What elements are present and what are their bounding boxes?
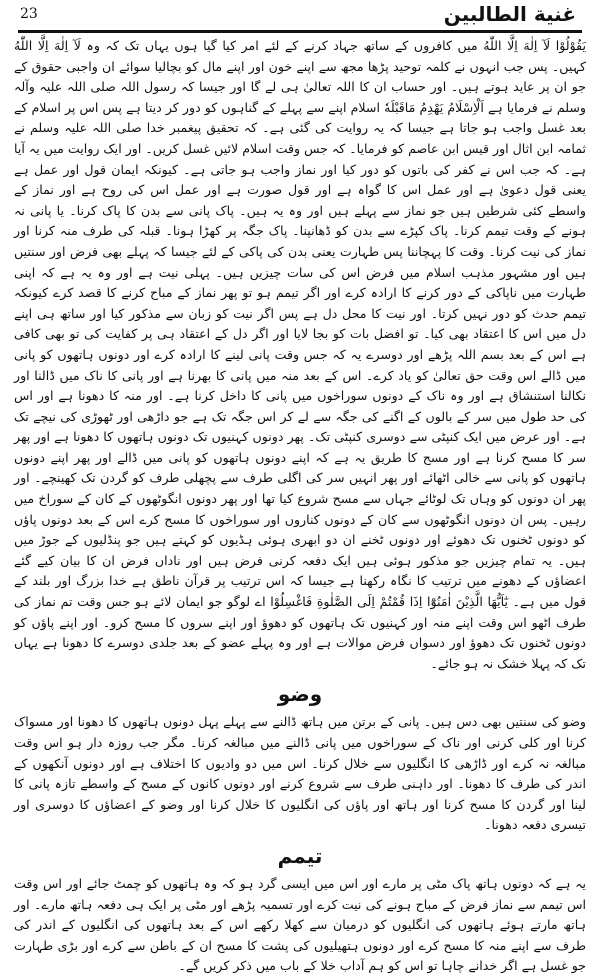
intro-paragraph: يَقُوْلُوْا لَآ اِلٰهَ اِلَّا اللّٰهُ میں کافروں کے ساتھ جہاد کرنے کے لئے امر کیا گیا ہوں یہاں تک کہ وہ لَآ اِلٰهَ اِلَّا اللّٰهُ کہیں۔ پس جب انہوں نے کلمہ توحید پڑھا مجھ سے اپنے خون اور اپنے مال کو بچالیا سوائے ان واجبی حقوق کے جو ان پر عاید ہوتے ہیں۔ اور حساب ان کا اللہ تعالیٰ ہی لے گا اور جیسا کہ رسول اللہ صلی اللہ علیہ وآلہ وسلم نے فرمایا ہے اَلْاِسْلَامُ یَھْدِمُ مَاقَبْلَهٗ اسلام اپنے سے پہلے کے گناہوں کو دور کر دیتا ہے پس اس پر اسلام کے بعد غسل واجب ہو جاتا ہے جیسا کہ یہ روایت کی گئی ہے۔ کہ تحقیق پیغمبر خدا صلی اللہ علیہ وسلم نے ثمامہ ابن اثال اور قیس ابن عاصم کو فرمایا۔ کہ جس وقت اسلام لائیں غسل کریں۔ اور ایک روایت میں یہ آیا ہے۔ کہ جب اس نے کفر کی باتوں کو دور کیا اور نماز واجب ہو جاتی ہے۔ کیونکہ ایمان قول اور عمل ہے یعنی قول دعویٰ ہے اور عمل اس کا گواہ ہے اور قول صورت ہے اور عمل اس کی روح ہے اور نماز کے واسطے کئی شرطیں ہیں جو نماز سے پہلے ہیں اور وہ یہ ہیں۔ پاک پانی سے بدن کا پاک کرنا۔ یا پانی نہ ہونے کے وقت تیمم کرنا۔ پاک کپڑے سے بدن کو ڈھانپنا۔ پاک جگہ پر کھڑا ہونا۔ قبلہ کی طرف منہ کرنا اور نماز کی نیت کرنا۔ وقت کا پہچاننا پس طہارت یعنی بدن کی پاکی کے لئے جیسا کہ پہلے بھی فرض اور سنتیں ہیں اور مشہور مذہب اسلام میں فرض اس کی سات چیزیں ہیں۔ پہلی نیت ہے اور وہ یہ ہے کہ اپنی طہارت میں ناپاکی کے دور کرنے کا ارادہ کرے اور اگر تیمم ہو تو پھر نماز کے مباح کرنے کا قصد کرے کیونکہ تیمم حدث کو دور نہیں کرتا۔ اور نیت کا محل دل ہے پس اگر نیت کو زبان سے مذکور کیا اور ساتھ ہی اپنے دل میں اس کا اعتقاد بھی کیا۔ تو افضل بات کو بجا لایا اور اگر دل کے اعتقاد ہی پر کفایت کی تو بھی کافی ہے اس کے بعد بسم اللہ پڑھے اور دوسرے یہ کہ جس وقت پانی لینے کا ارادہ کرے اور دونوں ہاتھوں کو پانی میں ڈالے اس وقت حق تعالیٰ کو یاد کرے۔ اس کے بعد منہ میں پانی کا بھرنا ہے اور پانی کا ناک میں ڈالنا اور نکالنا استنشاق ہے اور وہ ناک کے دونوں سوراخوں میں پانی کا داخل کرنا ہے۔ اور منہ کا دھونا ہے اور اس کی حد طول میں سر کے بالوں کے اگنے کی جگہ سے لے کر اس جگہ تک ہے جو داڑھی اور ٹھوڑی کی نیچے تک ہے۔ اور عرض میں ایک کنپٹی سے دوسری کنپٹی تک۔ پھر دونوں کہنیوں تک دونوں ہاتھوں کا دھونا ہے اور پھر سر کا مسح کرنا ہے اور مسح کا طریق یہ ہے کہ اپنے دونوں ہاتھوں کو پانی میں ڈالے اور پھر اپنے دونوں ہاتھوں کو پانی سے خالی اٹھائے اور پھر انہیں سر کی اگلی طرف سے پچھلی طرف کو گردن تک کھینچے۔ اور پھر ان دونوں کو وہاں تک لوٹائے جہاں سے مسح شروع کیا تھا اور پھر دونوں انگوٹھوں کے کان کے سوراخ میں رہیں۔ پس ان دونوں انگوٹھوں سے کان کے دونوں کناروں اور سوراخوں کا مسح کرے اس کے بعد دونوں پاؤں کو دونوں ٹخنوں تک دھوئے اور دونوں ٹخنے ان دو ابھری ہوئی ہڈیوں کو کہتے ہیں جو پنڈلیوں کے جوڑ میں ہیں۔ یہ تمام چیزیں جو مذکور ہوئی ہیں ایک دفعہ کرنی فرض ہیں اور ناداں فرض ان کا بیان کیے گئے اعضاؤں کے دھونے میں ترتیب کا نگاہ رکھنا ہے جیسا کہ اس ترتیب پر قرآن ناطق ہے خدا بزرگ اور بلند کے قول میں ہے۔ یٰٓاَیُّھَا الَّذِیْنَ اٰمَنُوْٓا اِذَا قُمْتُمْ اِلَى الصَّلٰوةِ فَاغْسِلُوْا اے لوگو جو ایمان لائے ہو جس وقت تم نماز کی طرف اٹھو اس وقت اپنے منہ اور کہنیوں تک ہاتھوں کو دھوؤ اور اپنے سروں کا مسح کرو۔ اور اپنے پاؤں کو دونوں ٹخنوں تک دھوؤ اور دسواں فرض موالات ہے اور وہ پہلے عضو کے بعد جلدی دوسرے کا دھونا ہے یہاں تک کہ پہلا خشک نہ ہو جائے۔ bbox=[14, 38, 586, 671]
wudu-paragraph: وضو کی سنتیں بھی دس ہیں۔ پانی کے برتن میں ہاتھ ڈالنے سے پہلے پہل دونوں ہاتھوں کا دھونا اور مسواک کرنا اور کلی کرنی اور ناک کے سوراخوں میں پانی ڈالنے میں مبالغہ کرنا۔ مگر جب روزہ دار ہو اس وقت مبالغہ نہ کرے اور ڈاڑھی کا انگلیوں سے خلال کرنا۔ اس میں دو وادیوں کا اختلاف ہے اور دونوں آنکھوں کے اندر کی طرف کا دھونا۔ اور داہنی طرف سے شروع کرنے اور دونوں کانوں کے مسح کے واسطے تازہ پانی کا لینا اور گردن کا مسح کرنا اور ہاتھ اور پاؤں کی انگلیوں کا خلال کرنا اور وضو کے اعضاؤں کا دوسری اور تیسری دفعہ دھونا۔ bbox=[14, 714, 586, 833]
tayammum-heading: تیمم bbox=[277, 843, 323, 868]
header-rule bbox=[18, 30, 582, 33]
page-content bbox=[14, 36, 586, 974]
book-title: غنية الطالبين bbox=[443, 2, 576, 26]
wudu-heading: وضو bbox=[277, 682, 323, 707]
tayammum-paragraph: یہ ہے کہ دونوں ہاتھ پاک مٹی پر مارے اور اس میں ایسی گرد ہو کہ وہ ہاتھوں کو چمٹ جائے اور اس وقت اس تیمم سے نماز فرض کے مباح ہونے کی نیت کرے اور تسمیہ پڑھے اور مٹی پر ایک ہی دفعہ ہاتھ مارے۔ اور ہاتھ مارتے ہوئے ہاتھوں کی انگلیوں کو درمیان سے کھلا رکھے اس کے بعد ہاتھوں کی انگلیوں کے اندر کی طرف سے اپنے منہ کا مسح کرے اور دونوں ہتھیلیوں کی پشت کا مسح ان کے باطن سے کرے اور بڑی طہارت جو غسل ہے اگر خدانے چاہا تو اس کو ہم آداب خلا کے باب میں ذکر کریں گے۔ bbox=[14, 875, 586, 974]
page-number: 23 bbox=[20, 6, 38, 22]
